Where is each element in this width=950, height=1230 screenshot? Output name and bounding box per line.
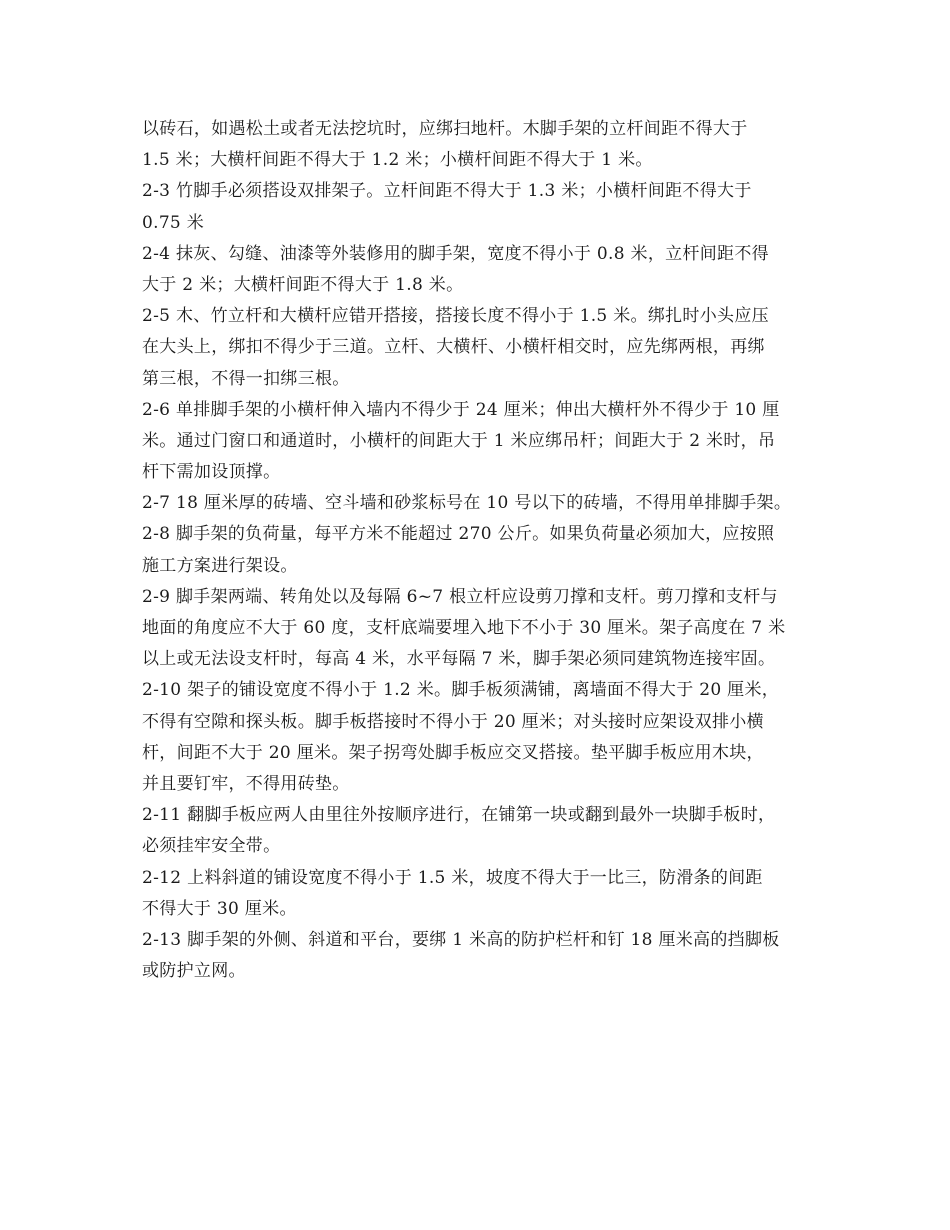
- text-line: 必须挂牢安全带。: [142, 836, 281, 857]
- text-line: 杆下需加设顶撑。: [142, 462, 281, 483]
- text-line: 0.75 米: [142, 212, 205, 233]
- text-line: 2-5 木、竹立杆和大横杆应错开搭接，搭接长度不得小于 1.5 米。绑扎时小头应压: [142, 306, 769, 327]
- text-line: 2-7 18 厘米厚的砖墙、空斗墙和砂浆标号在 10 号以下的砖墙，不得用单排脚手架。: [142, 493, 792, 514]
- text-line: 2-8 脚手架的负荷量，每平方米不能超过 270 公斤。如果负荷量必须加大，应按照: [142, 524, 775, 545]
- text-line: 米。通过门窗口和通道时，小横杆的间距大于 1 米应绑吊杆；间距大于 2 米时，吊: [142, 430, 776, 451]
- text-line: 第三根，不得一扣绑三根。: [142, 368, 350, 389]
- text-line: 杆，间距不大于 20 厘米。架子拐弯处脚手板应交叉搭接。垫平脚手板应用木块，: [142, 742, 764, 763]
- text-line: 不得有空隙和探头板。脚手板搭接时不得小于 20 厘米；对头接时应架设双排小横: [142, 711, 764, 732]
- text-line: 1.5 米；大横杆间距不得大于 1.2 米；小横杆间距不得大于 1 米。: [142, 150, 653, 171]
- text-line: 并且要钉牢，不得用砖垫。: [142, 773, 350, 794]
- text-line: 2-6 单排脚手架的小横杆伸入墙内不得少于 24 厘米；伸出大横杆外不得少于 10 厘: [142, 399, 780, 420]
- text-line: 大于 2 米；大横杆间距不得大于 1.8 米。: [142, 274, 464, 295]
- text-line: 2-10 架子的铺设宽度不得小于 1.2 米。脚手板须满铺，离墙面不得大于 20 厘米，: [142, 680, 780, 701]
- document-body: [142, 114, 822, 987]
- text-line: 2-9 脚手架两端、转角处以及每隔 6~7 根立杆应设剪刀撑和支杆。剪刀撑和支杆与: [142, 586, 778, 607]
- text-line: 2-13 脚手架的外侧、斜道和平台，要绑 1 米高的防护栏杆和钉 18 厘米高的挡脚板: [142, 929, 780, 950]
- text-line: 2-12 上料斜道的铺设宽度不得小于 1.5 米，坡度不得大于一比三，防滑条的间距: [142, 867, 763, 888]
- text-line: 施工方案进行架设。: [142, 555, 298, 576]
- text-line: 2-3 竹脚手必须搭设双排架子。立杆间距不得大于 1.3 米；小横杆间距不得大于: [142, 181, 752, 202]
- text-line: 2-11 翻脚手板应两人由里往外按顺序进行，在铺第一块或翻到最外一块脚手板时，: [142, 805, 776, 826]
- text-line: 不得大于 30 厘米。: [142, 898, 297, 919]
- text-line: 2-4 抹灰、勾缝、油漆等外装修用的脚手架，宽度不得小于 0.8 米，立杆间距不得: [142, 243, 769, 264]
- text-line: 地面的角度应不大于 60 度，支杆底端要埋入地下不小于 30 厘米。架子高度在 7 米: [142, 618, 786, 638]
- text-line: 以砖石，如遇松土或者无法挖坑时，应绑扫地杆。木脚手架的立杆间距不得大于: [142, 119, 748, 139]
- text-line: 以上或无法设支杆时，每高 4 米，水平每隔 7 米，脚手架必须同建筑物连接牢固。: [142, 649, 776, 670]
- text-line: 或防护立网。: [142, 961, 246, 982]
- text-line: 在大头上，绑扣不得少于三道。立杆、大横杆、小横杆相交时，应先绑两根，再绑: [142, 337, 765, 358]
